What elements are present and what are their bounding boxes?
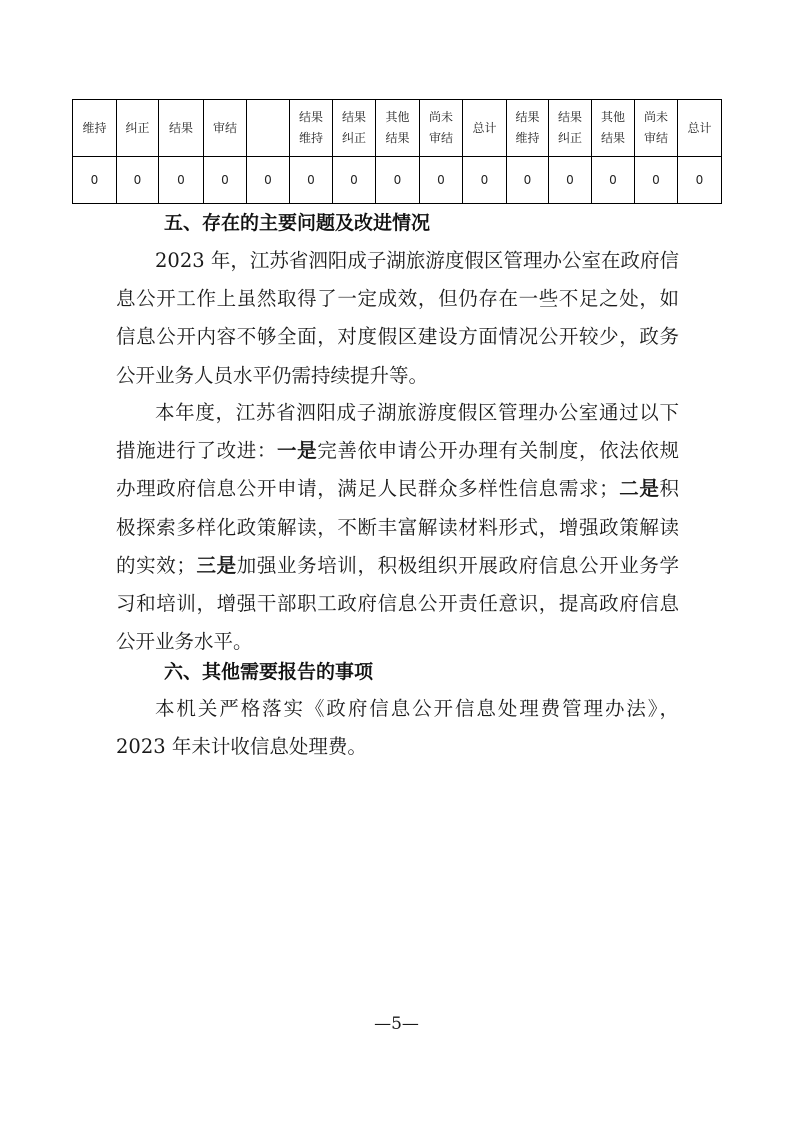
- header-text: 结果: [515, 110, 540, 124]
- header-text: 纠正: [125, 120, 150, 135]
- table-header-cell: [507, 100, 549, 157]
- table-value-cell: 0: [247, 157, 290, 204]
- header-text: 其他: [600, 110, 625, 124]
- header-text: 结果: [168, 120, 193, 135]
- table-header-row: [73, 100, 722, 157]
- header-text: 维持: [298, 131, 323, 145]
- table-header-cell: [635, 100, 678, 157]
- header-text: 结果: [341, 110, 366, 124]
- measure-1-label: 一是: [277, 439, 318, 463]
- measure-3-text: 加强业务培训，积极组织开展政府信息公开业务学习和培训，增强干部职工政府信息公开责任意识，提高政府信息公开业务水平。: [116, 553, 679, 654]
- table-header-cell: [463, 100, 507, 157]
- table-header-cell: [376, 100, 420, 157]
- table-value-cell: 0: [290, 157, 333, 204]
- table-header-cell: [117, 100, 159, 157]
- header-text: 审结: [212, 120, 237, 135]
- header-text: 纠正: [557, 131, 582, 145]
- table-value-cell: 0: [507, 157, 549, 204]
- table-header-cell: [204, 100, 247, 157]
- header-text: 结果: [600, 131, 625, 145]
- header-text: 结果: [385, 131, 410, 145]
- table-value-cell: 0: [117, 157, 159, 204]
- header-text: 尚未: [643, 110, 668, 124]
- table-value-cell: 0: [420, 157, 463, 204]
- table-value-cell: 0: [333, 157, 376, 204]
- header-text: 总计: [687, 120, 712, 135]
- header-text: 尚未: [428, 110, 453, 124]
- header-text: 结果: [298, 110, 323, 124]
- header-text: 纠正: [341, 131, 366, 145]
- improvements-paragraph: [116, 394, 679, 661]
- header-text: 结果: [557, 110, 582, 124]
- table-header-cell: [549, 100, 592, 157]
- table-header-cell: [678, 100, 722, 157]
- table-header-cell: [159, 100, 204, 157]
- header-text: 其他: [385, 110, 410, 124]
- measure-2-text: 积极探索多样化政策解读，不断丰富解读材料形式，增强政策解读的实效；: [116, 477, 679, 577]
- table-header-cell: [73, 100, 117, 157]
- table-value-cell: 0: [463, 157, 507, 204]
- table-value-cell: 0: [592, 157, 635, 204]
- fees-paragraph: 本机关严格落实《政府信息公开信息处理费管理办法》，2023 年未计收信息处理费。: [116, 697, 679, 759]
- measure-3-label: 三是: [195, 553, 237, 577]
- measure-1-text: 完善依申请公开办理有关制度，依法依规办理政府信息公开申请，满足人民群众多样性信息需求；: [116, 439, 679, 501]
- table-header-cell: [290, 100, 333, 157]
- section-heading-problems: 五、存在的主要问题及改进情况: [164, 212, 431, 234]
- section-heading-other: 六、其他需要报告的事项: [164, 661, 374, 683]
- header-text: 审结: [428, 131, 453, 145]
- header-text: 维持: [82, 120, 107, 135]
- statistics-table: [72, 99, 722, 204]
- page-number: —5—: [374, 1014, 419, 1034]
- table-value-cell: 0: [635, 157, 678, 204]
- table-header-cell: [420, 100, 463, 157]
- improvements-intro: 本年度，江苏省泗阳成子湖旅游度假区管理办公室通过以下措施进行了改进：: [116, 401, 679, 463]
- table-header-cell: [592, 100, 635, 157]
- table-value-cell: 0: [678, 157, 722, 204]
- table-header-cell: [333, 100, 376, 157]
- table-value-row: [73, 157, 722, 204]
- problems-paragraph: 2023 年，江苏省泗阳成子湖旅游度假区管理办公室在政府信息公开工作上虽然取得了一定成效，但仍存在一些不足之处，如信息公开内容不够全面，对度假区建设方面情况公开较少，政务公开业务人员水平仍需持续提升等。: [116, 249, 679, 387]
- table-value-cell: 0: [549, 157, 592, 204]
- table-value-cell: 0: [159, 157, 204, 204]
- header-text: 维持: [515, 131, 540, 145]
- table-value-cell: 0: [204, 157, 247, 204]
- header-text: 审结: [643, 131, 668, 145]
- table-header-cell: [247, 100, 290, 157]
- table-value-cell: 0: [73, 157, 117, 204]
- measure-2-label: 二是: [618, 477, 660, 501]
- header-text: 总计: [472, 120, 497, 135]
- table-value-cell: 0: [376, 157, 420, 204]
